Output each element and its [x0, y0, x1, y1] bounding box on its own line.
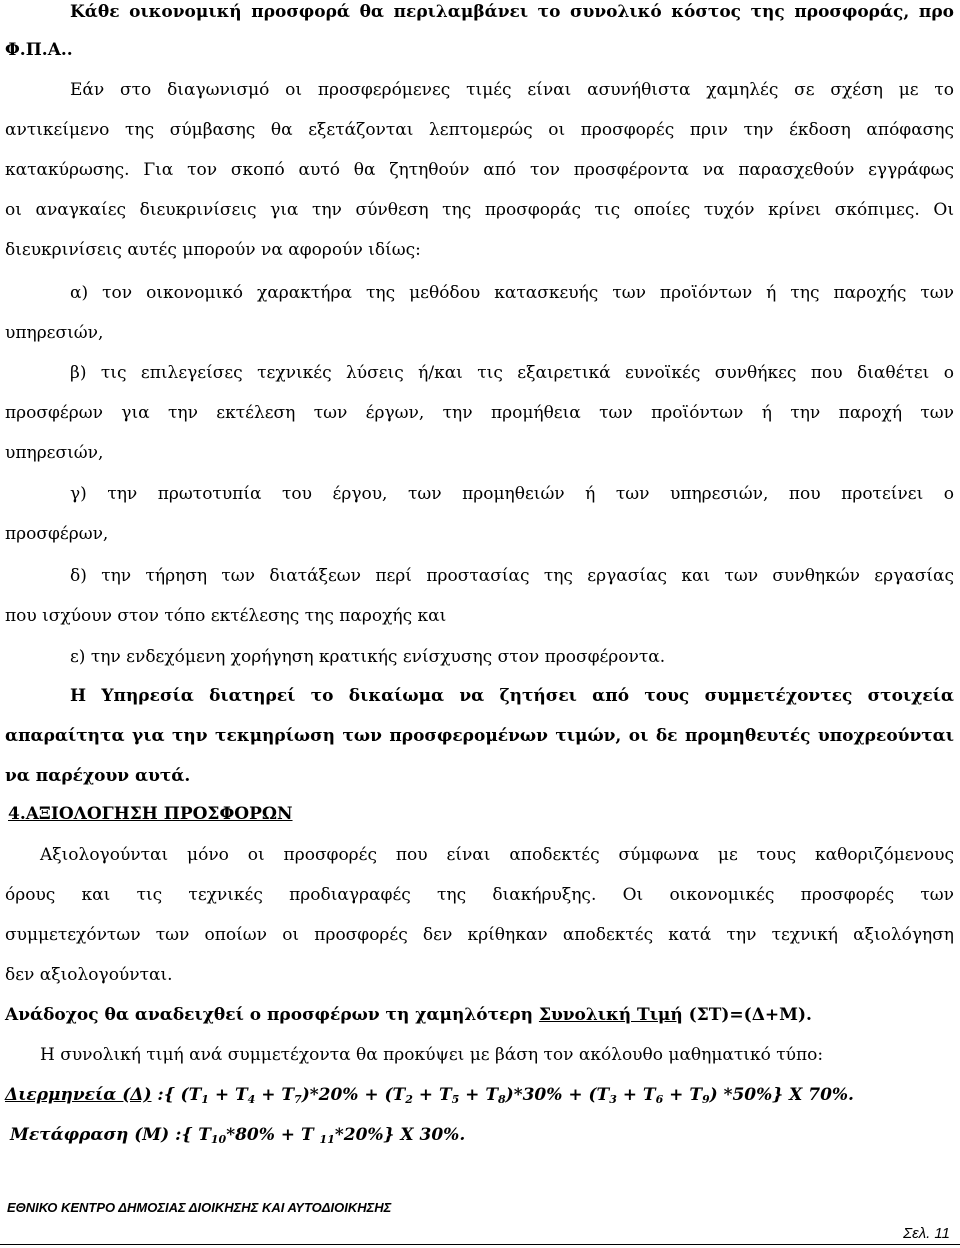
paragraph-line: δεν αξιολογούνται. — [5, 965, 173, 985]
formula-label: Διερμηνεία (Δ) — [5, 1085, 152, 1105]
formula-text: )*30% + (T — [505, 1085, 610, 1105]
list-item: υπηρεσιών, — [5, 443, 104, 463]
page-number: Σελ. 11 — [903, 1225, 950, 1242]
list-item: δ) την τήρηση των διατάξεων περί προστασίας της εργασίας και των συνθηκών εργασίας — [70, 566, 954, 586]
list-item: ε) την ενδεχόμενη χορήγηση κρατικής ενίσχυσης στον προσφέροντα. — [70, 647, 666, 667]
footer-organization: ΕΘΝΙΚΟ ΚΕΝΤΡΟ ΔΗΜΟΣΙΑΣ ΔΙΟΙΚΗΣΗΣ ΚΑΙ ΑΥΤΟΔΙΟΙΚΗΣΗΣ — [7, 1200, 392, 1215]
formula-subscript: 9 — [701, 1093, 710, 1106]
list-item: που ισχύουν στον τόπο εκτέλεσης της παροχής και — [5, 606, 447, 626]
formula-translation — [10, 1123, 960, 1147]
formula-subscript: 7 — [294, 1093, 302, 1106]
paragraph-line: αντικείμενο της σύμβασης θα εξετάζονται λεπτομερώς οι προσφορές πριν την έκδοση απόφασης — [5, 120, 954, 140]
formula-text: ) *50%} X 70%. — [709, 1085, 854, 1105]
paragraph-line: συμμετεχόντων των οποίων οι προσφορές δεν κρίθηκαν αποδεκτές κατά την τεχνική αξιολόγηση — [5, 925, 954, 945]
formula-subscript: 1 — [201, 1093, 209, 1106]
formula-text: + T — [616, 1085, 656, 1105]
award-term: Συνολική Τιμή — [538, 1005, 683, 1025]
formula-text: )*20% + (T — [301, 1085, 406, 1105]
award-formula: (ΣΤ)=(Δ+Μ). — [682, 1005, 812, 1025]
price-clause-line-2: Φ.Π.Α.. — [5, 40, 73, 60]
formula-text: *20%} X 30%. — [334, 1125, 466, 1145]
bold-paragraph-line: Η Υπηρεσία διατηρεί το δικαίωμα να ζητήσει από τους συμμετέχοντες στοιχεία — [70, 686, 954, 706]
formula-text: + T — [208, 1085, 248, 1105]
paragraph-line: κατακύρωσης. Για τον σκοπό αυτό θα ζητηθούν από τον προσφέροντα να παρασχεθούν εγγράφως — [5, 160, 954, 180]
list-item: προσφέρων για την εκτέλεση των έργων, την προμήθεια των προϊόντων ή την παροχή των — [5, 403, 954, 423]
bold-paragraph-line: απαραίτητα για την τεκμηρίωση των προσφερομένων τιμών, οι δε προμηθευτές υποχρεούνται — [5, 726, 954, 746]
formula-text: + T — [255, 1085, 295, 1105]
award-text: Ανάδοχος θα αναδειχθεί ο προσφέρων τη χαμηλότερη — [5, 1005, 539, 1025]
formula-subscript: 11 — [319, 1133, 335, 1146]
formula-label: Μετάφραση (Μ) — [10, 1125, 170, 1145]
bold-paragraph-line: να παρέχουν αυτά. — [5, 766, 191, 786]
list-item: προσφέρων, — [5, 524, 109, 544]
formula-subscript: 6 — [655, 1093, 664, 1106]
paragraph-line: Αξιολογούνται μόνο οι προσφορές που είναι αποδεκτές σύμφωνα με τους καθοριζόμενους — [40, 845, 954, 865]
formula-text: + T — [459, 1085, 498, 1105]
formula-text: *80% + T — [226, 1125, 320, 1145]
formula-text: + T — [663, 1085, 702, 1105]
paragraph-line: όρους και τις τεχνικές προδιαγραφές της διακήρυξης. Οι οικονομικές προσφορές των — [5, 885, 954, 905]
award-line — [5, 1003, 960, 1027]
list-item: υπηρεσιών, — [5, 323, 104, 343]
formula-intro: Η συνολική τιμή ανά συμμετέχοντα θα προκύψει με βάση τον ακόλουθο μαθηματικό τύπο: — [40, 1045, 824, 1065]
formula-interpretation — [5, 1083, 960, 1107]
formula-subscript: 8 — [498, 1093, 506, 1106]
footer-rule — [0, 1244, 960, 1245]
formula-subscript: 5 — [451, 1093, 460, 1106]
list-item: β) τις επιλεγείσες τεχνικές λύσεις ή/και τις εξαιρετικά ευνοϊκές συνθήκες που διαθέτει ο — [70, 363, 954, 383]
formula-text: :{ T — [169, 1125, 211, 1145]
formula-subscript: 2 — [405, 1093, 413, 1106]
list-item: γ) την πρωτοτυπία του έργου, των προμηθειών ή των υπηρεσιών, που προτείνει ο — [70, 484, 954, 504]
formula-subscript: 4 — [247, 1093, 256, 1106]
price-clause-line-1: Κάθε οικονομική προσφορά θα περιλαμβάνει το συνολικό κόστος της προσφοράς, προ — [70, 2, 954, 22]
formula-text: :{ (T — [151, 1085, 202, 1105]
paragraph-line: Εάν στο διαγωνισμό οι προσφερόμενες τιμές είναι ασυνήθιστα χαμηλές σε σχέση με το — [70, 80, 954, 100]
list-item: α) τον οικονομικό χαρακτήρα της μεθόδου κατασκευής των προϊόντων ή της παροχής των — [70, 283, 954, 303]
paragraph-line: οι αναγκαίες διευκρινίσεις για την σύνθεση της προσφοράς τις οποίες τυχόν κρίνει σκόπιμες. Οι — [5, 200, 954, 220]
formula-subscript: 3 — [609, 1093, 617, 1106]
section-heading: 4.ΑΞΙΟΛΟΓΗΣΗ ΠΡΟΣΦΟΡΩΝ — [8, 804, 293, 824]
formula-subscript: 10 — [210, 1133, 227, 1146]
formula-text: + T — [412, 1085, 452, 1105]
paragraph-line: διευκρινίσεις αυτές μπορούν να αφορούν ιδίως: — [5, 240, 421, 260]
